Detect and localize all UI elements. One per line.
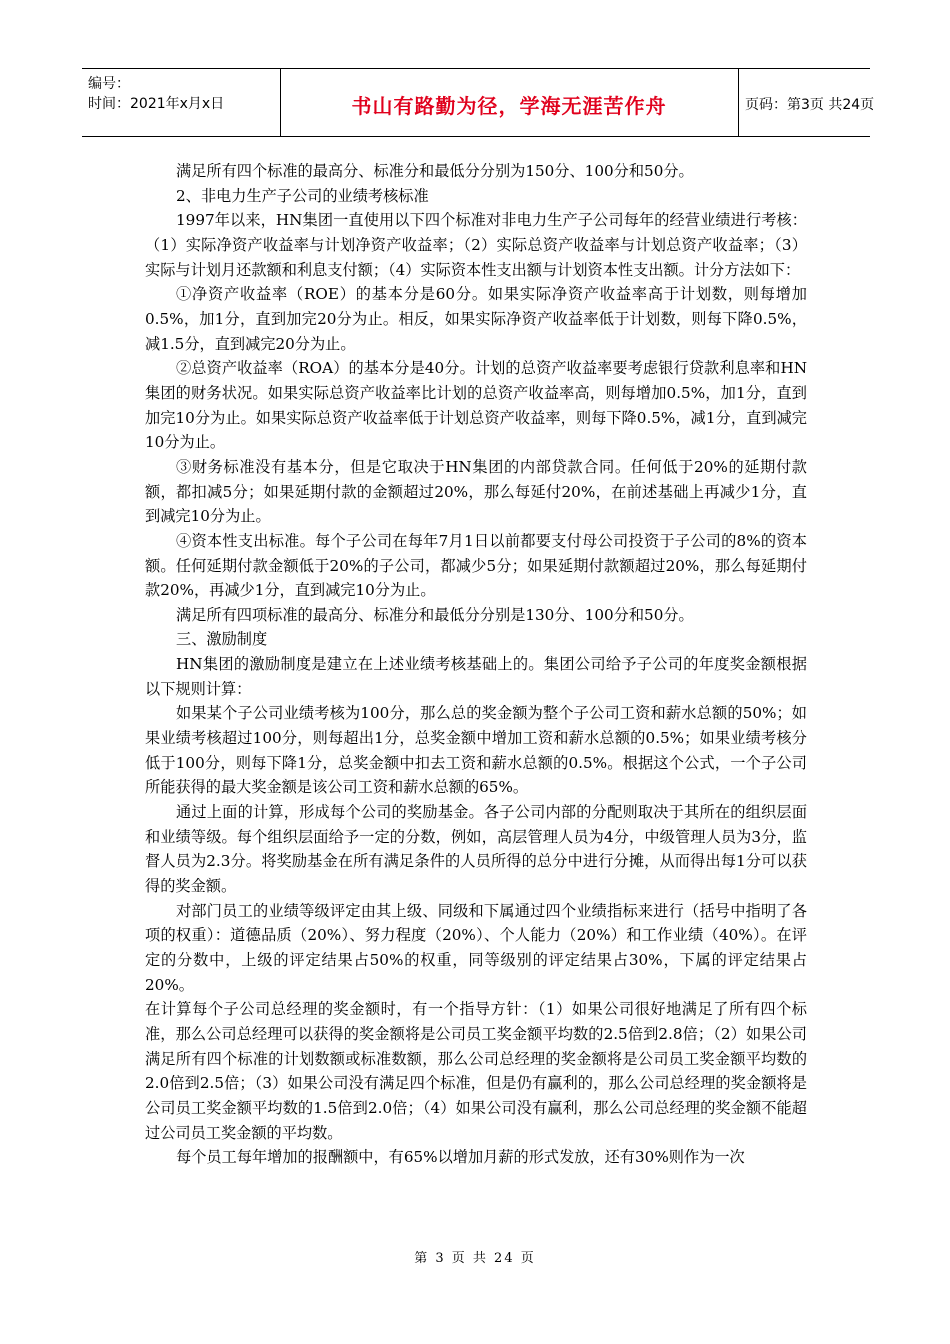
body-paragraph: 满足所有四个标准的最高分、标准分和最低分分别为150分、100分和50分。 bbox=[176, 162, 694, 180]
document-time-label: 时间：2021年x月x日 bbox=[88, 96, 225, 112]
body-paragraph: HN集团的激励制度是建立在上述业绩考核基础上的。集团公司给予子公司的年度奖金额根据以下规则计算： bbox=[145, 655, 807, 698]
body-paragraph: 三、激励制度 bbox=[176, 630, 268, 649]
header-page-info: 页码：第3页 共24页 bbox=[745, 97, 875, 113]
header-motto: 书山有路勤为径，学海无涯苦作舟 bbox=[351, 94, 667, 118]
body-paragraph: 满足所有四项标准的最高分、标准分和最低分分别是130分、100分和50分。 bbox=[176, 605, 694, 624]
body-paragraph: 1997年以来，HN集团一直使用以下四个标准对非电力生产子公司每年的经营业绩进行考核：（1）实际净资产收益率与计划净资产收益率；（2）实际总资产收益率与计划总资产收益率；（3）实际与计划月还款额和利息支付额；（4）实际资本性支出额与计划资本性支出额。计分方法如下： bbox=[145, 211, 807, 279]
body-paragraph: ④资本性支出标准。每个子公司在每年7月1日以前都要支付母公司投资于子公司的8%的资本额。任何延期付款金额低于20%的子公司，都减少5分；如果延期付款额超过20%，那么每延期付款20%，再减少1分，直到减完10分为止。 bbox=[145, 531, 807, 600]
body-paragraph: 对部门员工的业绩等级评定由其上级、同级和下属通过四个业绩指标来进行（括号中指明了各项的权重）：道德品质（20%）、努力程度（20%）、个人能力（20%）和工作业绩（40%）。在评定的分数中，上级的评定结果占50%的权重，同等级别的评定结果占30%，下属的评定结果占20%。 bbox=[145, 901, 807, 994]
page-header bbox=[82, 68, 875, 137]
body-paragraph: ③财务标准没有基本分，但是它取决于HN集团的内部贷款合同。任何低于20%的延期付款额，都扣减5分；如果延期付款的金额超过20%，那么每延付20%，在前述基础上再减少1分，直到减完10分为止。 bbox=[145, 457, 807, 526]
body-paragraph: ①净资产收益率（ROE）的基本分是60分。如果实际净资产收益率高于计划数，则每增加0.5%，加1分，直到加完20分为止。相反，如果实际净资产收益率低于计划数，则每下降0.5%，减1.5分，直到减完20分为止。 bbox=[145, 285, 807, 353]
body-paragraph: 通过上面的计算，形成每个公司的奖励基金。各子公司内部的分配则取决于其所在的组织层面和业绩等级。每个组织层面给予一定的分数，例如，高层管理人员为4分，中级管理人员为3分，监督人员为2.3分。将奖励基金在所有满足条件的人员所得的总分中进行分摊，从而得出每1分可以获得的奖金额。 bbox=[145, 803, 807, 896]
header-page-cell bbox=[739, 69, 875, 136]
header-left-cell bbox=[82, 69, 281, 136]
body-paragraph: 2、非电力生产子公司的业绩考核标准 bbox=[176, 186, 429, 205]
body-paragraph: 在计算每个子公司总经理的奖金额时，有一个指导方针：（1）如果公司很好地满足了所有四个标准，那么公司总经理可以获得的奖金额将是公司员工奖金额平均数的2.5倍到2.8倍；（2）如果公司满足所有四个标准的计划数额或标准数额，那么公司总经理的奖金额将是公司员工奖金额平均数的2.0倍到2.5倍；（3）如果公司没有满足四个标准，但是仍有赢利的，那么公司总经理的奖金额将是公司员工奖金额平均数的1.5倍到2.0倍；（4）如果公司没有赢利，那么公司总经理的奖金额不能超过公司员工奖金额的平均数。 bbox=[145, 1000, 807, 1142]
body-paragraph: 如果某个子公司业绩考核为100分，那么总的奖金额为整个子公司工资和薪水总额的50%；如果业绩考核超过100分，则每超出1分，总奖金额中增加工资和薪水总额的0.5%；如果业绩考核分低于100分，则每下降1分，总奖金额中扣去工资和薪水总额的0.5%。根据这个公式，一个子公司所能获得的最大奖金额是该公司工资和薪水总额的65%。 bbox=[145, 704, 807, 797]
page-footer: 第 3 页 共 24 页 bbox=[414, 1251, 536, 1266]
body-paragraph: ②总资产收益率（ROA）的基本分是40分。计划的总资产收益率要考虑银行贷款利息率和HN集团的财务状况。如果实际总资产收益率比计划的总资产收益率高，则每增加0.5%，加1分，直到加完10分为止。如果实际总资产收益率低于计划总资产收益率，则每下降0.5%，减1分，直到减完10分为止。 bbox=[145, 359, 807, 452]
header-motto-cell bbox=[280, 69, 739, 136]
body-paragraph: 每个员工每年增加的报酬额中，有65%以增加月薪的形式发放，还有30%则作为一次 bbox=[176, 1148, 745, 1167]
document-body bbox=[145, 159, 807, 1170]
document-number-label: 编号： bbox=[88, 76, 130, 92]
